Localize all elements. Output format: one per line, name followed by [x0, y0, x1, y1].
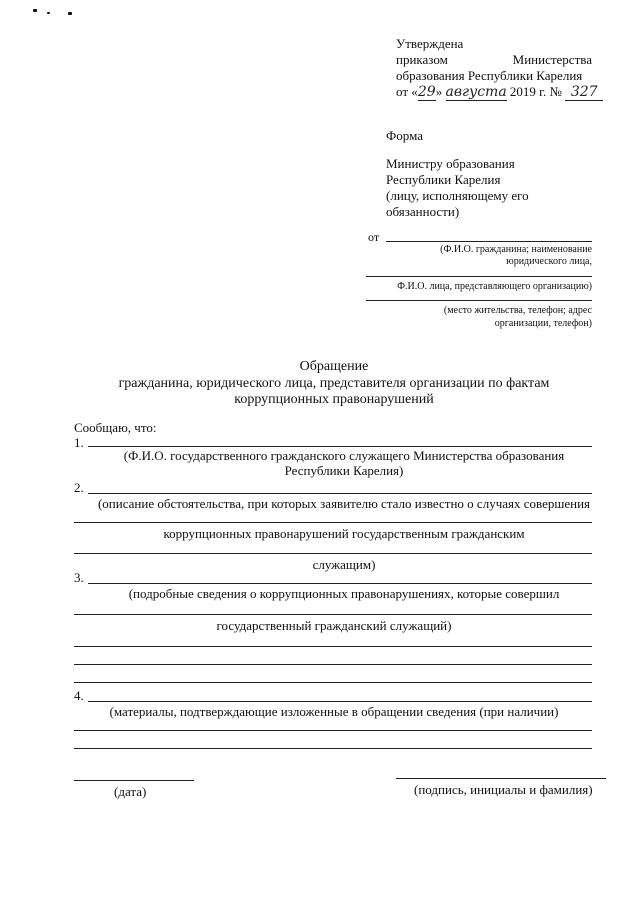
addressee-line-1: Министру образования: [386, 156, 515, 171]
from-hint-2: Ф.И.О. лица, представляющего организацию): [397, 281, 592, 292]
item-2-hint-a: (описание обстоятельства, при которых заявителю стало известно о случаях совершения: [97, 496, 591, 511]
signature-line[interactable]: [396, 778, 606, 779]
from-hint-1a: (Ф.И.О. гражданина; наименование: [440, 244, 592, 255]
item-3-number: 3.: [74, 570, 84, 585]
approval-day: 29: [417, 84, 436, 100]
from-line-2[interactable]: [366, 276, 592, 277]
approval-line-2-left: приказом: [396, 52, 448, 67]
item-1-hint-b: Республики Карелия): [284, 463, 404, 478]
from-line-3[interactable]: [366, 300, 592, 301]
title-line-2: гражданина, юридического лица, представителя организации по фактам: [118, 376, 550, 391]
approval-year: 2019 г. №: [509, 84, 562, 99]
item-2-line[interactable]: [88, 493, 592, 494]
item-1-hint-a: (Ф.И.О. государственного гражданского служащего Министерства образования: [123, 448, 565, 463]
item-1-number: 1.: [74, 435, 84, 450]
item-1-line[interactable]: [88, 446, 592, 447]
item-2-number: 2.: [74, 480, 84, 495]
approval-date-line: [396, 84, 603, 101]
from-hint-3a: (место жительства, телефон; адрес: [443, 305, 592, 316]
item-4-line-c[interactable]: [74, 748, 592, 749]
item-3-line-e[interactable]: [74, 682, 592, 683]
date-label: (дата): [114, 784, 147, 799]
item-4-number: 4.: [74, 688, 84, 703]
item-3-hint-b: государственный гражданский служащий): [216, 618, 452, 633]
approval-line-2: [396, 52, 592, 68]
item-3-line-c[interactable]: [74, 646, 592, 647]
signature-label: (подпись, инициалы и фамилия): [414, 782, 593, 797]
approval-month: августа: [445, 84, 507, 100]
approval-line-2-right: Министерства: [512, 52, 592, 67]
item-3-line-d[interactable]: [74, 664, 592, 665]
from-hint-3b: организации, телефон): [494, 318, 592, 329]
item-3-line-b[interactable]: [74, 614, 592, 615]
addressee-line-3: (лицу, исполняющему его: [386, 188, 529, 203]
from-line-1[interactable]: [386, 241, 592, 242]
approval-number: 327: [565, 84, 603, 101]
item-4-hint: (материалы, подтверждающие изложенные в обращении сведения (при наличии): [109, 704, 559, 719]
from-prefix: от: [368, 230, 380, 244]
approval-date-prefix: от «: [396, 84, 418, 99]
intro-text: Сообщаю, что:: [74, 420, 157, 435]
item-3-hint-a: (подробные сведения о коррупционных правонарушениях, которые совершил: [128, 586, 560, 601]
addressee-line-4: обязанности): [386, 204, 460, 219]
approval-day-close: »: [435, 84, 443, 99]
item-2-hint-c: служащим): [312, 557, 376, 572]
title-line-3: коррупционных правонарушений: [234, 392, 434, 407]
item-2-line-c[interactable]: [74, 553, 592, 554]
title-line-1: Обращение: [299, 359, 369, 374]
approval-line-1: Утверждена: [396, 36, 464, 51]
item-2-line-b[interactable]: [74, 522, 592, 523]
addressee-line-2: Республики Карелия: [386, 172, 501, 187]
item-4-line[interactable]: [88, 701, 592, 702]
date-line[interactable]: [74, 780, 194, 781]
item-4-line-b[interactable]: [74, 730, 592, 731]
from-hint-1b: юридического лица,: [506, 256, 592, 267]
form-label: Форма: [386, 128, 423, 143]
approval-line-3: образования Республики Карелия: [396, 68, 583, 83]
item-2-hint-b: коррупционных правонарушений государственным гражданским: [163, 526, 525, 541]
item-3-line[interactable]: [88, 583, 592, 584]
